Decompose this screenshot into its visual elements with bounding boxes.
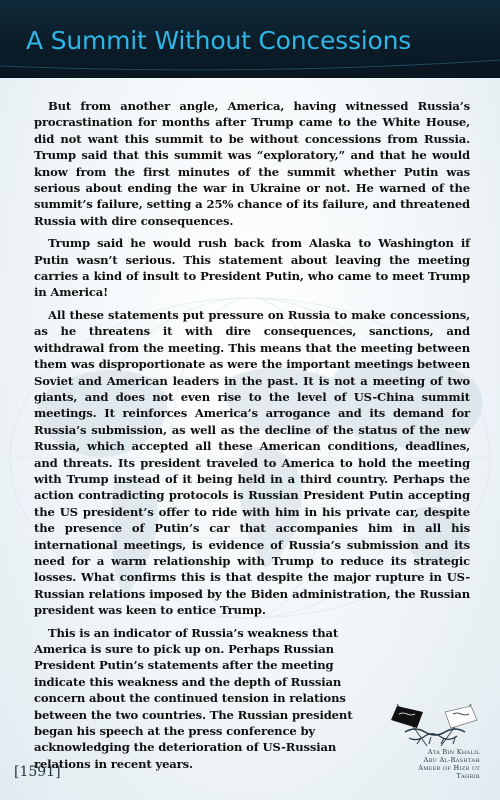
- header-bar: [0, 0, 500, 78]
- caption-line-2: Abu Al-Rashtah: [423, 756, 480, 764]
- page-title: A Summit Without Concessions: [26, 26, 412, 55]
- article-panel: [0, 78, 500, 800]
- paragraph-1: But from another angle, America, having witnessed Russia’s procrastination for months after Trump came to the White House, did not want this summit to be without concessions from Russia. Trump said that this summit was “exploratory,” and that he would know from the first minutes of the summit whether Putin was serious about ending the war in Ukraine or not. He warned of the summit’s failure, setting a 25% chance of its failure, and threatened Russia with dire consequences.: [34, 99, 470, 228]
- article-body: [34, 98, 470, 778]
- caption-line-1: Ata Bin Khalil: [427, 748, 480, 756]
- paragraph-4: This is an indicator of Russia’s weakness that America is sure to pick up on. Perhaps Russian President Putin’s statements after the meeting indicate this weakness and the depth of Russian concern about the continued tension in relations between the two countries. The Russian president began his speech at the press conference by acknowledging the deterioration of US-Russian relations in recent years.: [34, 625, 353, 771]
- caption-line-3: Ameer of Hizb ut Tahrir: [418, 764, 480, 780]
- paragraph-3: All these statements put pressure on Russia to make concessions, as he threatens it with dire consequences, sanctions, and withdrawal from the meeting. This means that the meeting between them was disproportionate as were the important meetings between Soviet and American leaders in the past. It is not a meeting of two giants, and does not even rise to the level of US-China summit meetings. It reinforces America’s arrogance and its demand for Russia’s submission, as well as the decline of the status of the new Russia, which accepted all these American conditions, deadlines, and threats. Its president traveled to America to hold the meeting with Trump instead of it being held in a third country. Perhaps the action contradicting protocols is Russian President Putin accepting the US president’s offer to ride with him in his private car, despite the presence of Putin’s car that accompanies him in all his international meetings, is evidence of Russia’s submission and its need for a warm relationship with Trump to reduce its strategic losses. What confirms this is that despite the major rupture in US-Russian relations imposed by the Biden administration, the Russian president was keen to entice Trump.: [34, 307, 470, 618]
- emblem-caption: [400, 748, 480, 780]
- paragraph-2: Trump said he would rush back from Alaska to Washington if Putin wasn’t serious. This statement about leaving the meeting carries a kind of insult to President Putin, who came to meet Trump in America!: [34, 236, 470, 300]
- page-number: [1591]: [14, 764, 61, 780]
